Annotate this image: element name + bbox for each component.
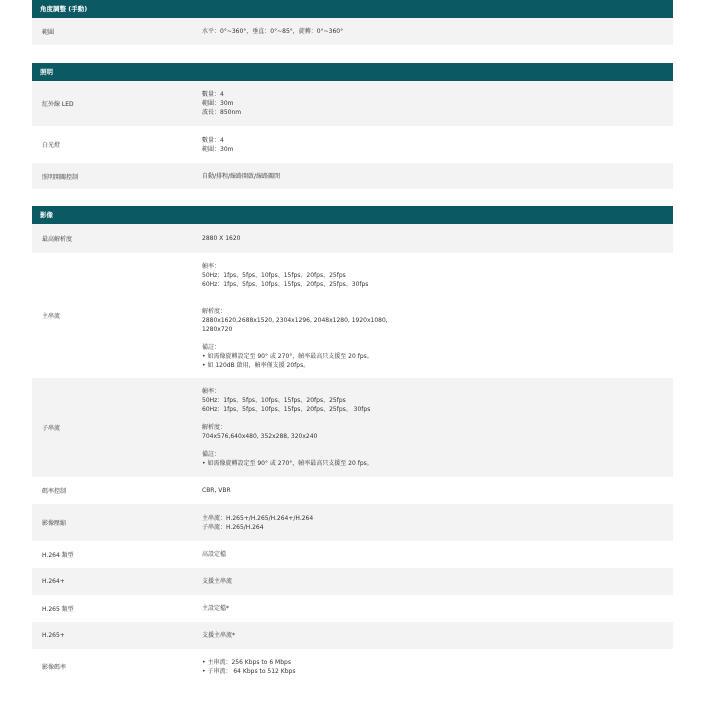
spec-row bbox=[32, 622, 673, 649]
spec-value-line: 2880 X 1620 bbox=[202, 235, 241, 242]
spec-value-line: 解析度： bbox=[202, 424, 227, 431]
spec-label: H.265+ bbox=[42, 632, 65, 639]
spec-value bbox=[202, 224, 673, 253]
spec-row bbox=[32, 224, 673, 253]
spec-label: 碼率控制 bbox=[42, 488, 67, 495]
spec-row bbox=[32, 568, 673, 595]
spec-value-line: • 主串流：256 Kbps to 6 Mbps bbox=[202, 658, 291, 666]
spec-value-line: 主串流：H.265+/H.265/H.264+/H.264 bbox=[202, 514, 314, 522]
spec-value bbox=[202, 81, 673, 126]
spec-value-line: 範圍：30m bbox=[202, 145, 234, 153]
spec-value bbox=[202, 378, 673, 477]
spec-value-line: 範圍：30m bbox=[202, 100, 234, 107]
spec-label: 子串流 bbox=[42, 425, 61, 432]
spec-value-line: 備註： bbox=[202, 451, 221, 458]
spec-value-line bbox=[202, 441, 673, 450]
spec-row bbox=[32, 18, 673, 45]
spec-label: 紅外線 LED bbox=[42, 101, 74, 108]
spec-label: 最高解析度 bbox=[42, 236, 73, 243]
spec-value-line: • 如需像旋轉設定至 90° 或 270°，幀率最高只支援至 20 fps。 bbox=[202, 352, 373, 360]
spec-value-line: CBR, VBR bbox=[202, 487, 231, 494]
spec-value-line: 50Hz：1fps、5fps、10fps、15fps、20fps、25fps bbox=[202, 397, 346, 404]
spec-value-line: 60Hz：1fps、5fps、10fps、15fps、20fps、25fps、 30fps bbox=[202, 406, 371, 413]
spec-value bbox=[202, 18, 673, 45]
spec-value bbox=[202, 622, 673, 649]
spec-value-line: 704x576,640x480, 352x288, 320x240 bbox=[202, 433, 318, 440]
spec-value-line: 備註： bbox=[202, 343, 221, 351]
section-spacer bbox=[32, 45, 673, 63]
section-header: 照明 bbox=[32, 63, 673, 81]
spec-row bbox=[32, 477, 673, 504]
spec-label: H.264+ bbox=[42, 578, 65, 585]
spec-value bbox=[202, 541, 673, 568]
spec-row bbox=[32, 81, 673, 126]
spec-label: 主串流 bbox=[42, 313, 61, 320]
spec-label: H.264 類型 bbox=[42, 552, 74, 559]
spec-value bbox=[202, 126, 673, 163]
spec-label: 白光燈 bbox=[42, 142, 61, 149]
spec-value-line: 數量：4 bbox=[202, 91, 224, 98]
spec-row bbox=[32, 126, 673, 163]
spec-value-line: 數量：4 bbox=[202, 136, 224, 144]
spec-value-line: • 子串流： 64 Kbps to 512 Kbps bbox=[202, 667, 296, 675]
spec-sheet bbox=[32, 0, 673, 684]
spec-label: 照明開關控制 bbox=[42, 173, 79, 181]
spec-row bbox=[32, 595, 673, 622]
spec-value-line: • 如需像旋轉設定至 90° 或 270°，幀率最高只支援至 20 fps。 bbox=[202, 460, 373, 467]
spec-value bbox=[202, 568, 673, 595]
spec-value-line: 50Hz：1fps、5fps、10fps、15fps、20fps、25fps bbox=[202, 271, 346, 279]
spec-value-line: 子串流：H.265/H.264 bbox=[202, 523, 264, 531]
spec-value-line: 2880x1620,2688x1520, 2304x1296, 2048x1280, 1920x1080, bbox=[202, 316, 388, 324]
spec-value bbox=[202, 595, 673, 622]
spec-row bbox=[32, 163, 673, 189]
spec-value-line bbox=[202, 289, 673, 298]
spec-value-line bbox=[202, 414, 673, 423]
spec-value bbox=[202, 477, 673, 504]
spec-row bbox=[32, 504, 673, 541]
spec-value bbox=[202, 649, 673, 684]
spec-value-line: 自動/排程/線路開啟/線路關閉 bbox=[202, 172, 281, 180]
spec-value-line: 支援主串流* bbox=[202, 632, 236, 639]
spec-value-line: • 如 120dB 啟用，幀率僅支援 20fps。 bbox=[202, 361, 310, 369]
spec-value-line: 支援主串流 bbox=[202, 578, 233, 585]
spec-value-line: 主設定檔* bbox=[202, 605, 230, 612]
spec-value-line: 水平：0°~360°，垂直：0°~85°，旋轉：0°~360° bbox=[202, 28, 344, 35]
spec-label: H.265 類型 bbox=[42, 606, 74, 613]
spec-value-line: 高設定檔 bbox=[202, 551, 227, 558]
spec-value bbox=[202, 163, 673, 189]
spec-value-line bbox=[202, 334, 673, 343]
section-header: 角度調整 (手動) bbox=[32, 0, 673, 18]
section-spacer bbox=[32, 189, 673, 206]
spec-value-line: 60Hz：1fps、5fps、10fps、15fps、20fps、25fps、30fps bbox=[202, 280, 369, 288]
spec-label: 影像壓縮 bbox=[42, 520, 67, 527]
spec-value-line: 幀率： bbox=[202, 388, 221, 395]
section-header: 影像 bbox=[32, 206, 673, 224]
spec-row bbox=[32, 541, 673, 568]
spec-value-line: 解析度： bbox=[202, 307, 227, 315]
spec-value-line: 幀率： bbox=[202, 262, 221, 270]
spec-row bbox=[32, 378, 673, 477]
spec-value-line: 1280x720 bbox=[202, 325, 233, 333]
spec-value-line: 波長：850nm bbox=[202, 109, 242, 116]
spec-row bbox=[32, 649, 673, 684]
spec-label: 範圍 bbox=[42, 29, 55, 36]
spec-value bbox=[202, 253, 673, 378]
spec-value-line bbox=[202, 298, 673, 307]
spec-value bbox=[202, 504, 673, 541]
spec-row bbox=[32, 253, 673, 378]
spec-label: 影像碼率 bbox=[42, 664, 67, 671]
